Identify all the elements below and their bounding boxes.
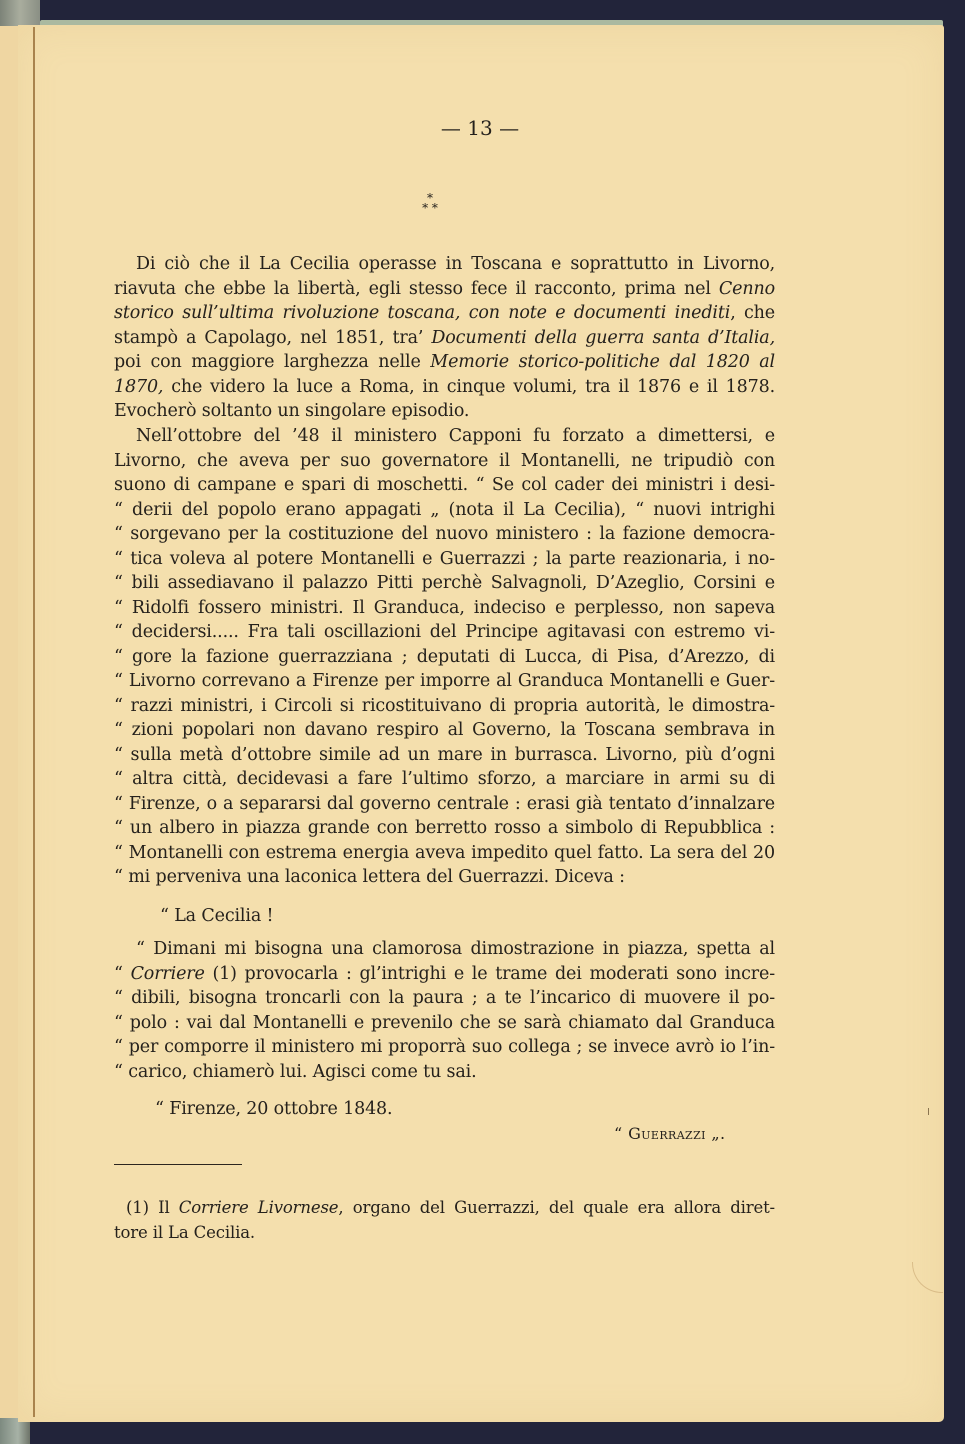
- text-run: riavuta che ebbe la libertà, egli stesso fece il racconto, prima nel: [114, 278, 719, 299]
- text-run: “ tica voleva al potere Montanelli e Guerrazzi ; la parte reazionaria, i no-: [114, 548, 775, 569]
- text-line: [114, 301, 775, 326]
- gutter-line: [33, 27, 35, 1417]
- italic-run: Cenno: [718, 278, 775, 299]
- text-line: [114, 792, 775, 817]
- letter-signature: “ Guerrazzi „.: [614, 1124, 726, 1143]
- text-line: [114, 986, 775, 1011]
- text-run: Livorno, che aveva per suo governatore il Montanelli, ne tripudiò con: [114, 450, 775, 471]
- letter-dateline: “ Firenze, 20 ottobre 1848.: [155, 1099, 393, 1119]
- text-run: “ altra città, decidevasi a fare l’ultimo sforzo, a marciare in armi su di: [114, 769, 775, 789]
- text-run: “ sulla metà d’ottobre simile ad un mare in burrasca. Livorno, più d’ogni: [114, 744, 775, 765]
- italic-run: Corriere: [130, 963, 205, 984]
- text-run: stampò a Capolago, nel 1851, tra’: [114, 327, 432, 348]
- text-run: (1) provocarla : gl’intrighi e le trame dei moderati sono incre-: [204, 963, 775, 984]
- text-run: “ Montanelli con estrema energia aveva impedito quel fatto. La sera del 20: [114, 842, 775, 863]
- text-run: che videro la luce a Roma, in cinque volumi, tra il 1876 e il 1878.: [163, 376, 775, 397]
- text-line: [114, 694, 775, 719]
- text-run: “ Firenze, o a separarsi dal governo centrale : erasi già tentato d’innalzare: [114, 793, 775, 814]
- text-run: “ carico, chiamerò lui. Agisci come tu sai.: [114, 1061, 477, 1082]
- facing-page-edge: [0, 26, 20, 1418]
- text-line: [136, 937, 775, 962]
- text-line: [136, 252, 775, 277]
- text-run: , che: [730, 303, 775, 323]
- text-run: “ Livorno correvano a Firenze per imporre al Granduca Montanelli e Guer-: [114, 671, 775, 691]
- text-run: (1) Il: [126, 1198, 179, 1217]
- text-line: [114, 816, 775, 841]
- text-line: [114, 841, 775, 866]
- paper-speck: [928, 1108, 929, 1115]
- letter-salutation: “ La Cecilia !: [160, 906, 274, 926]
- italic-run: Corriere Livornese: [178, 1198, 339, 1217]
- text-line: [114, 473, 775, 498]
- section-asterism: [410, 193, 450, 213]
- text-line: [114, 962, 775, 987]
- text-run: “ derii del popolo erano appagati „ (nota il La Cecilia), “ nuovi intrighi: [114, 499, 775, 520]
- text-line: [114, 571, 775, 596]
- text-run: suono di campane e spari di moschetti. “ Se col cader dei ministri i desi-: [114, 475, 775, 495]
- asterism-top: *: [427, 191, 433, 205]
- footnote-separator: [114, 1164, 242, 1165]
- italic-run: Documenti della guerra santa d’Italia,: [431, 327, 775, 348]
- text-line: [114, 277, 775, 302]
- text-run: “ sorgevano per la costituzione del nuovo ministero : la fazione democra-: [114, 524, 775, 544]
- text-line: [114, 767, 775, 792]
- italic-run: storico sull’ultima rivoluzione toscana, con note e documenti inediti: [114, 303, 731, 323]
- text-run: “ razzi ministri, i Circoli si ricostituivano di propria autorità, le dimostra-: [114, 695, 775, 716]
- text-line: [114, 1221, 775, 1246]
- text-line: [114, 596, 775, 621]
- text-line: [114, 865, 775, 890]
- text-line: [114, 375, 775, 400]
- text-run: “ decidersi..... Fra tali oscillazioni del Principe agitavasi con estremo vi-: [114, 622, 775, 642]
- text-line: [114, 350, 775, 375]
- text-line: [114, 399, 775, 424]
- text-line: [114, 718, 775, 743]
- text-line: [114, 1011, 775, 1036]
- text-line: [114, 669, 775, 694]
- text-run: tore il La Cecilia.: [114, 1222, 255, 1242]
- text-line: [114, 522, 775, 547]
- text-line: [126, 1196, 775, 1221]
- text-run: “ polo : vai dal Montanelli e prevenilo che se sarà chiamato dal Granduca: [114, 1012, 775, 1033]
- text-run: , organo del Guerrazzi, del quale era allora diret-: [338, 1198, 775, 1217]
- italic-run: 1870,: [114, 376, 164, 397]
- asterism-bottom: * *: [422, 201, 438, 215]
- text-line: [114, 326, 775, 351]
- text-run: “ dibili, bisogna troncarli con la paura ; a te l’incarico di muovere il po-: [114, 988, 775, 1008]
- text-line: [136, 424, 775, 449]
- text-run: “ per comporre il ministero mi proporrà suo collega ; se invece avrò io l’in-: [114, 1037, 775, 1057]
- text-run: Nell’ottobre del ’48 il ministero Capponi fu forzato a dimettersi, e: [136, 426, 775, 446]
- text-run: “ mi perveniva una laconica lettera del Guerrazzi. Diceva :: [114, 867, 625, 887]
- text-run: poi con maggiore larghezza nelle: [114, 352, 431, 372]
- text-run: “ gore la fazione guerrazziana ; deputati di Lucca, di Pisa, d’Arezzo, di: [114, 646, 775, 667]
- italic-run: Memorie storico-politiche dal 1820 al: [430, 352, 776, 372]
- text-line: [114, 1060, 775, 1085]
- text-run: “ Dimani mi bisogna una clamorosa dimostrazione in piazza, spetta al: [136, 939, 775, 959]
- text-line: [114, 498, 775, 523]
- text-run: “ un albero in piazza grande con berretto rosso a simbolo di Repubblica :: [114, 818, 775, 838]
- page-number: — 13 —: [440, 116, 520, 140]
- book-spine-top: [0, 0, 40, 26]
- text-line: [114, 547, 775, 572]
- text-run: Evocherò soltanto un singolare episodio.: [114, 401, 470, 421]
- text-line: [114, 743, 775, 768]
- text-run: “: [114, 963, 131, 984]
- text-line: [114, 620, 775, 645]
- text-run: Di ciò che il La Cecilia operasse in Toscana e soprattutto in Livorno,: [136, 254, 775, 274]
- text-line: [114, 645, 775, 670]
- text-run: “ zioni popolari non davano respiro al Governo, la Toscana sembrava in: [114, 720, 775, 740]
- text-run: “ Ridolfi fossero ministri. Il Granduca, indeciso e perplesso, non sapeva: [114, 597, 775, 618]
- text-run: “ bili assediavano il palazzo Pitti perchè Salvagnoli, D’Azeglio, Corsini e: [114, 573, 775, 593]
- text-line: [114, 449, 775, 474]
- text-line: [114, 1035, 775, 1060]
